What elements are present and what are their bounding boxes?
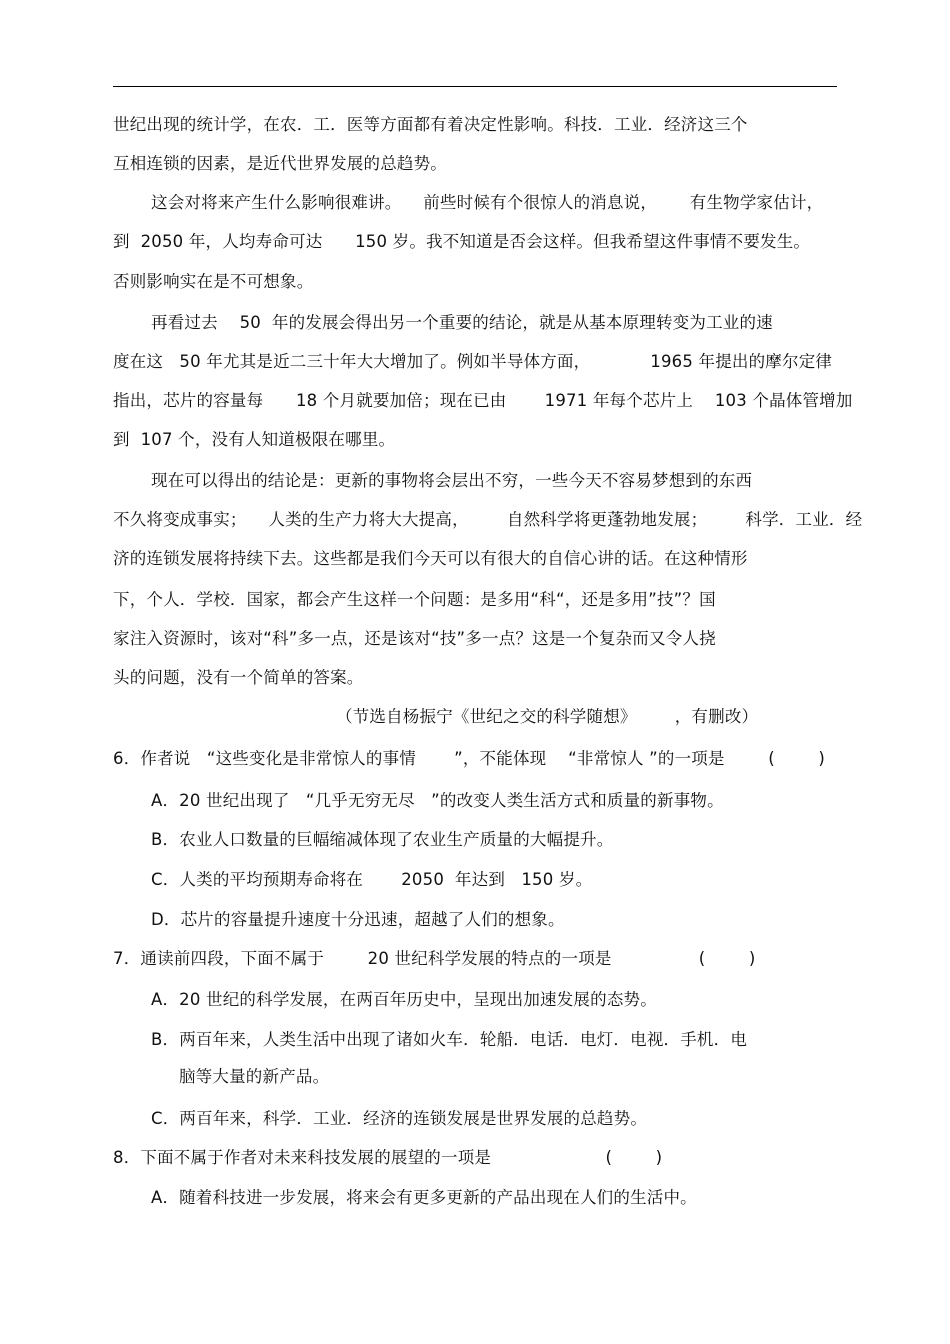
passage-line: 到 107 个，没有人知道极限在哪里。 (113, 430, 396, 449)
question-stem: 7．通读前四段，下面不属于 20 世纪科学发展的特点的一项是 ( ) (113, 949, 756, 968)
question-option: C．人类的平均预期寿命将在 2050 年达到 150 岁。 (151, 870, 593, 889)
passage-line: 这会对将来产生什么影响很难讲。 前些时候有个很惊人的消息说， 有生物学家估计， (151, 193, 824, 212)
passage-line: 现在可以得出的结论是：更新的事物将会层出不穷，一些今天不容易梦想到的东西 (151, 471, 753, 490)
passage-line: 不久将变成事实； 人类的生产力将大大提高， 自然科学将更蓬勃地发展； 科学．工业．经 (113, 510, 863, 529)
passage-line: 指出，芯片的容量每 18 个月就要加倍；现在已由 1971 年每个芯片上 103 个晶体管增加 (113, 391, 853, 410)
question-option: D．芯片的容量提升速度十分迅速，超越了人们的想象。 (151, 910, 565, 929)
passage-source: （节选自杨振宁《世纪之交的科学随想》 ，有删改） (336, 707, 759, 726)
passage-line: 济的连锁发展将持续下去。这些都是我们今天可以有很大的自信心讲的话。在这种情形 (113, 549, 748, 568)
header-rule (113, 86, 837, 87)
passage-line: 世纪出现的统计学，在农．工．医等方面都有着决定性影响。科技．工业．经济这三个 (113, 115, 748, 134)
passage-line: 头的问题，没有一个简单的答案。 (113, 668, 364, 687)
passage-line: 到 2050 年，人均寿命可达 150 岁。我不知道是否会这样。但我希望这件事情不要发生。 (113, 232, 811, 251)
question-option: A．20 世纪的科学发展，在两百年历史中，呈现出加速发展的态势。 (151, 990, 657, 1009)
passage-line: 度在这 50 年尤其是近二三十年大大增加了。例如半导体方面， 1965 年提出的摩尔定律 (113, 352, 833, 371)
question-option: B．两百年来，人类生活中出现了诸如火车．轮船．电话．电灯．电视．手机．电 (151, 1030, 748, 1049)
question-option-continuation: 脑等大量的新产品。 (179, 1067, 330, 1086)
question-option: A．随着科技进一步发展，将来会有更多更新的产品出现在人们的生活中。 (151, 1188, 697, 1207)
question-option: B．农业人口数量的巨幅缩减体现了农业生产质量的大幅提升。 (151, 830, 614, 849)
question-option: C．两百年来，科学．工业．经济的连锁发展是世界发展的总趋势。 (151, 1109, 648, 1128)
passage-line: 互相连锁的因素，是近代世界发展的总趋势。 (113, 154, 447, 173)
passage-line: 再看过去 50 年的发展会得出另一个重要的结论，就是从基本原理转变为工业的速 (151, 313, 773, 332)
question-stem: 8．下面不属于作者对未来科技发展的展望的一项是 ( ) (113, 1148, 663, 1167)
passage-line: 家注入资源时，该对“科”多一点，还是该对“技”多一点？这是一个复杂而又令人挠 (113, 629, 716, 648)
passage-line: 否则影响实在是不可想象。 (113, 272, 314, 291)
question-option: A．20 世纪出现了 “几乎无穷无尽 ”的改变人类生活方式和质量的新事物。 (151, 791, 724, 810)
question-stem: 6．作者说 “这些变化是非常惊人的事情 ”，不能体现 “非常惊人 ”的一项是 ( ) (113, 749, 826, 768)
passage-line: 下，个人．学校．国家，都会产生这样一个问题：是多用“科“，还是多用”技”？国 (113, 590, 716, 609)
